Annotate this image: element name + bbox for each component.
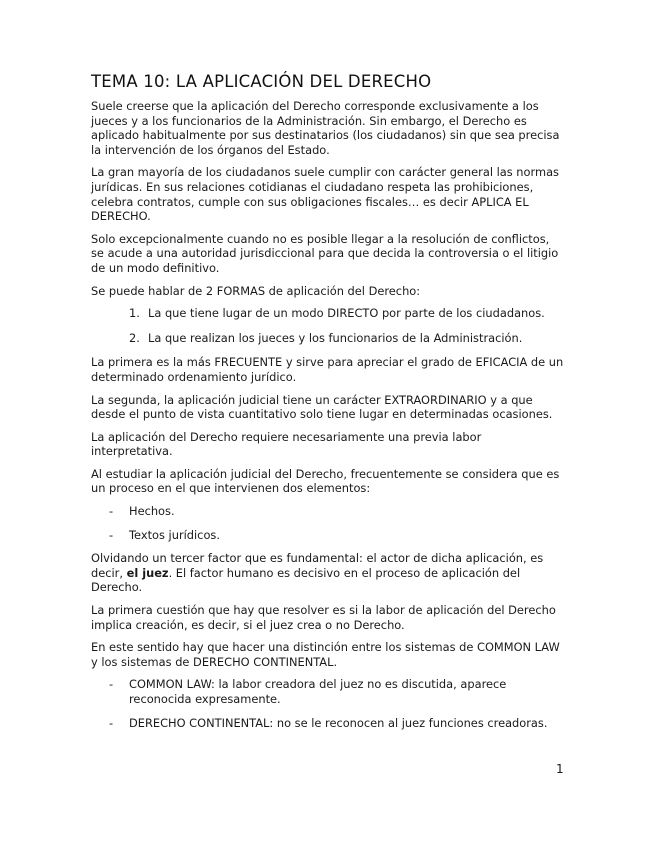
list-item-text: Hechos.: [129, 504, 175, 519]
paragraph: La aplicación del Derecho requiere necesariamente una previa labor interpretativa.: [91, 429, 482, 459]
list-number: 1.: [129, 306, 140, 321]
list-item: [91, 716, 565, 731]
systems-list: [91, 677, 565, 730]
paragraph: Se puede hablar de 2 FORMAS de aplicación del Derecho:: [91, 283, 421, 298]
paragraph: [91, 551, 565, 595]
paragraph: Al estudiar la aplicación judicial del Derecho, frecuentemente se considera que es un proceso en el que intervienen dos elementos:: [91, 466, 560, 496]
dash-bullet: -: [109, 715, 114, 730]
list-item-text: DERECHO CONTINENTAL: no se le reconocen al juez funciones creadoras.: [129, 715, 548, 730]
paragraph: La primera cuestión que hay que resolver es si la labor de aplicación del Derecho implica creación, es decir, si el juez crea o no Derecho.: [91, 603, 556, 632]
list-item: [91, 677, 565, 706]
paragraph: La segunda, la aplicación judicial tiene un carácter EXTRAORDINARIO y a que desde el punto de vista cuantitativo solo tiene lugar en determinadas ocasiones.: [91, 392, 553, 422]
paragraph: La primera es la más FRECUENTE y sirve para apreciar el grado de EFICACIA de un determinado ordenamiento jurídico.: [91, 355, 564, 384]
emphasis-text: el juez: [126, 565, 169, 580]
list-item: [91, 504, 565, 519]
list-item-text: La que realizan los jueces y los funcionarios de la Administración.: [148, 330, 523, 345]
paragraph: Solo excepcionalmente cuando no es posible llegar a la resolución de conflictos, se acude a una autoridad jurisdiccional para que decida la controversia o el litigio de un modo definitivo.: [91, 231, 559, 275]
dash-bullet: -: [109, 677, 114, 692]
elements-list: [91, 504, 565, 542]
list-item-text: La que tiene lugar de un modo DIRECTO por parte de los ciudadanos.: [148, 306, 545, 321]
list-item-text: COMMON LAW: la labor creadora del juez no es discutida, aparece reconocida expresamente.: [129, 677, 507, 706]
list-item: [91, 331, 565, 346]
list-number: 2.: [129, 330, 140, 345]
list-item: [91, 528, 565, 543]
document-title: TEMA 10: LA APLICACIÓN DEL DERECHO: [91, 72, 432, 91]
document-body: [91, 72, 565, 739]
paragraph-text: . El factor humano es decisivo en el proceso de aplicación del Derecho.: [91, 565, 521, 595]
dash-bullet: -: [109, 527, 114, 542]
list-item: [91, 306, 565, 321]
list-item-text: Textos jurídicos.: [129, 527, 220, 542]
page-number: 1: [556, 762, 564, 776]
paragraph: La gran mayoría de los ciudadanos suele cumplir con carácter general las normas jurídicas. En sus relaciones cotidianas el ciudadano respeta las prohibiciones, celebra contratos, cumple con sus obligaciones fiscales… es decir APLICA EL DERECHO.: [91, 165, 559, 224]
paragraph: En este sentido hay que hacer una distinción entre los sistemas de COMMON LAW y los sistemas de DERECHO CONTINENTAL.: [91, 640, 560, 669]
dash-bullet: -: [109, 504, 114, 519]
forms-list: [91, 306, 565, 345]
paragraph: Suele creerse que la aplicación del Derecho corresponde exclusivamente a los jueces y a los funcionarios de la Administración. Sin embargo, el Derecho es aplicado habitualmente por sus destinatarios (los ciudadanos) sin que sea precisa la intervención de los órganos del Estado.: [91, 99, 560, 157]
paragraph-text: Olvidando un tercer factor que es fundamental: el actor de dicha aplicación, es decir,: [91, 551, 544, 580]
